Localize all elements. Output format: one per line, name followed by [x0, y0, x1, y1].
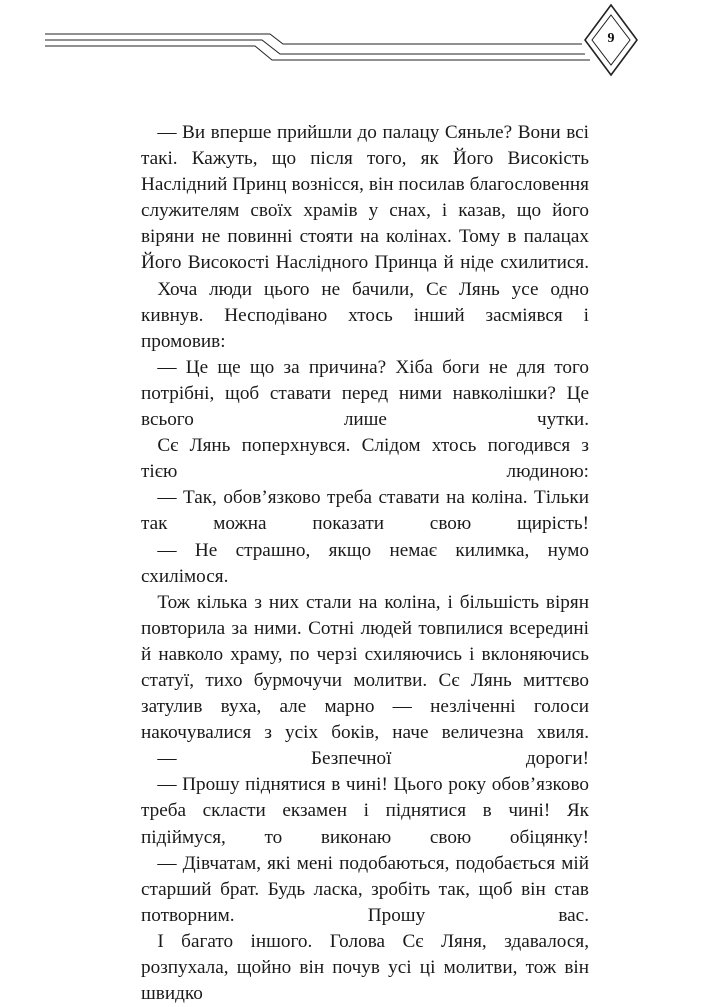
paragraph: — Ви вперше прийшли до палацу Сяньле? Вони всі такі. Кажуть, що після того, як Його Високість Наслідний Принц вознісся, він посилав благословення служителям своїх храмів у снах, і казав, що його віряни не повинні стояти на колінах. Тому в палацах Його Високості Наслідного Принца й ніде схилитися.	[141, 122, 589, 274]
paragraph: Хоча люди цього не бачили, Сє Лянь усе одно кивнув. Несподівано хтось інший засміявся і промовив:	[141, 278, 589, 352]
paragraph: — Безпечної дороги!	[157, 748, 589, 770]
paragraph: — Це ще що за причина? Хіба боги не для того потрібні, щоб ставати перед ними навколішки? Це всього лише чутки.	[141, 356, 589, 431]
body-text	[141, 120, 589, 1007]
paragraph: І багато іншого. Голова Сє Ляня, здавалося, розпухала, щойно він почув усі ці молитви, тож він швидко	[141, 930, 589, 1005]
paragraph: — Прошу піднятися в чині! Цього року обов’язково треба скласти екзамен і піднятися в чині! Як підіймуся, то виконаю свою обіцянку!	[141, 774, 589, 848]
page-number: 9	[607, 31, 615, 46]
paragraph: — Дівчатам, які мені подобаються, подобається мій старший брат. Будь ласка, зробіть так, щоб він став потворним. Прошу вас.	[141, 852, 589, 926]
paragraph: — Не страшно, якщо немає килимка, нумо схилімося.	[141, 539, 589, 587]
paragraph: — Так, обов’язково треба ставати на коліна. Тільки так можна показати свою щирість!	[141, 487, 589, 535]
paragraph: Тож кілька з них стали на коліна, і більшість вірян повторила за ними. Сотні людей товпилися всередині й навколо храму, по черзі схиляючись і вклоняючись статуї, тихо бурмочучи молитви. Сє Лянь миттєво затулив вуха, але марно — незліченні голоси накочувалися з усіх боків, наче величезна хвиля.	[141, 591, 589, 744]
paragraph: Сє Лянь поперхнувся. Слідом хтось погодився з тією людиною:	[141, 435, 589, 483]
